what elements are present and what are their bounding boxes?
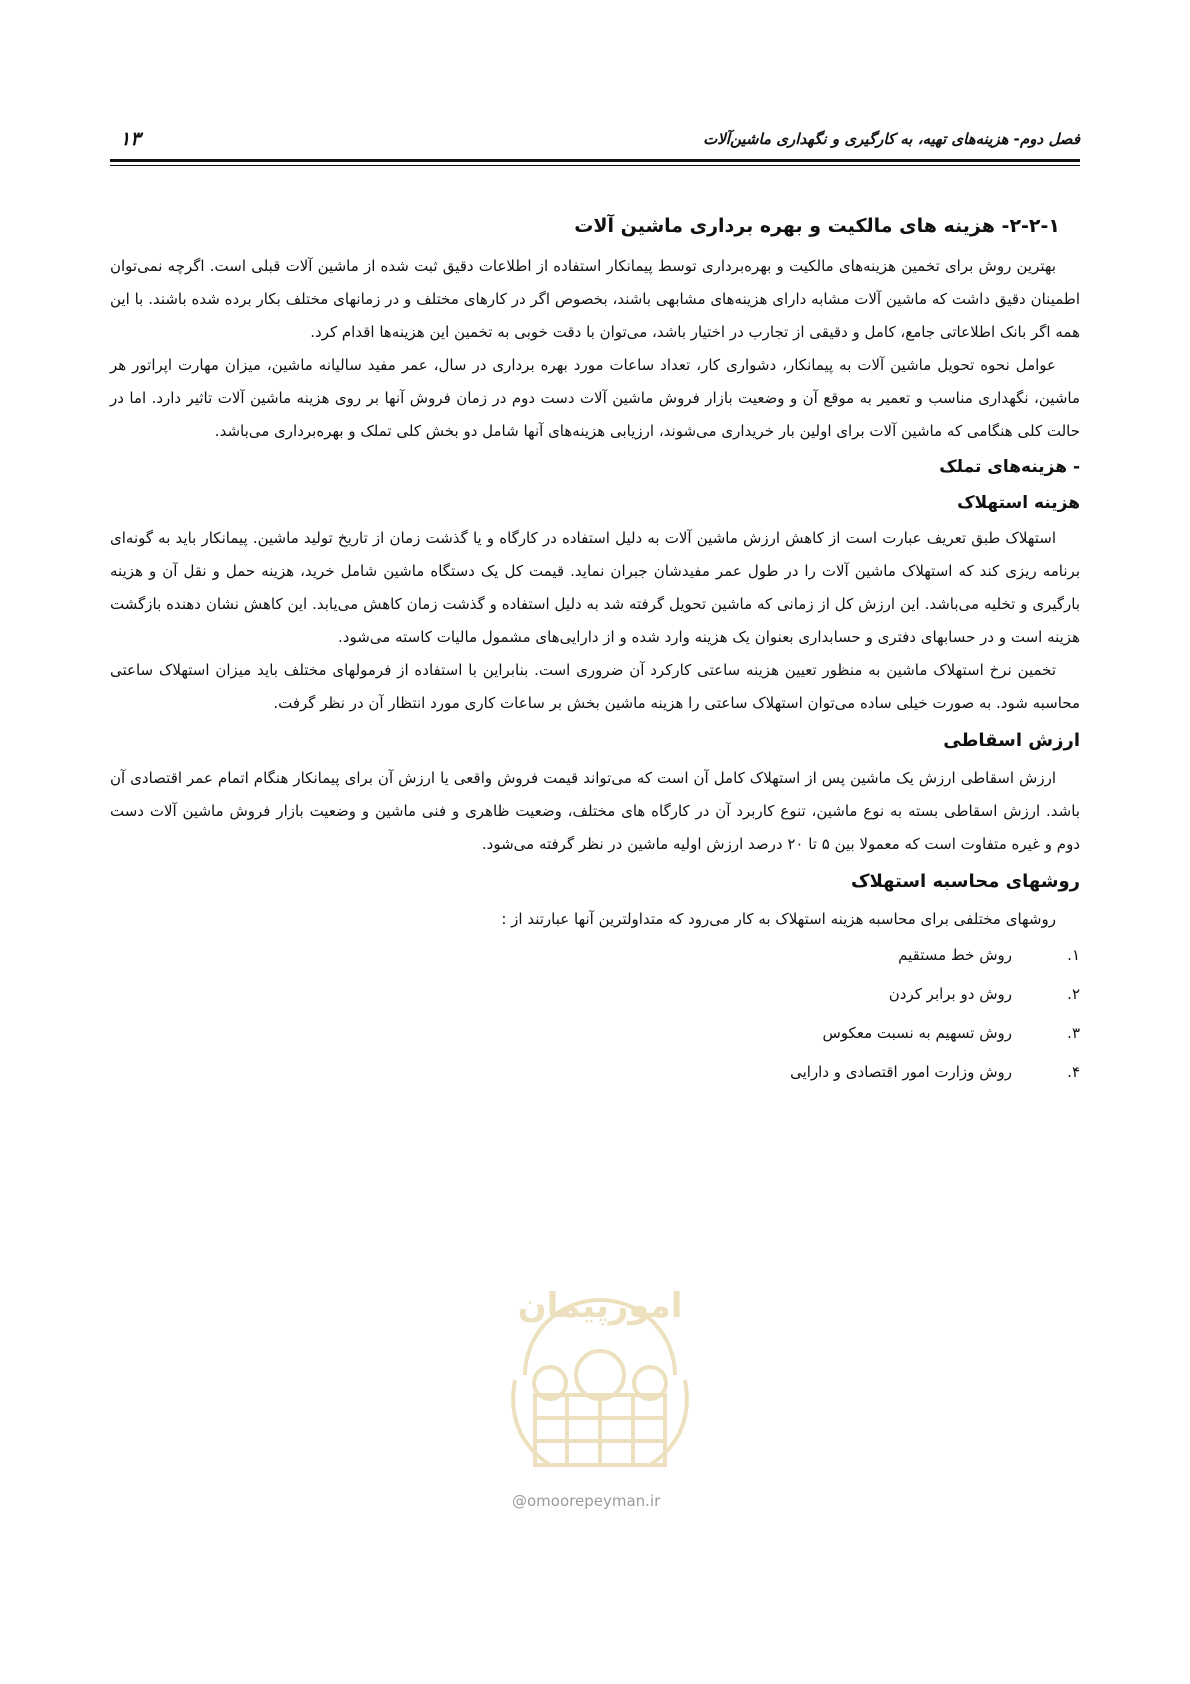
list-item [110,975,1080,1014]
heading-salvage-value: ارزش اسقاطی [943,730,1080,751]
paragraph-salvage-value: ارزش اسقاطی ارزش یک ماشین پس از استهلاک کامل آن است که می‌تواند قیمت فروش واقعی یا ارزش آن برای پیمانکار هنگام اتمام عمر اقتصادی آن باشد. ارزش اسقاطی بسته به نوع ماشین، تنوع کاربرد آن در کارگاه های مختلف، وضعیت ظاهری و فنی ماشین و وضعیت بازار فروش ماشین آلات دست دوم و غیره متفاوت است که معمولا بین ۵ تا ۲۰ درصد ارزش اولیه ماشین در نظر گرفته می‌شود. [110,769,1080,853]
paragraph-intro: بهترین روش برای تخمین هزینه‌های مالکیت و بهره‌برداری توسط پیمانکار استفاده از اطلاعات دقیق ثبت شده از ماشین آلات قبلی است. اگرچه نمی‌توان اطمینان دقیق داشت که ماشین آلات مشابه دارای هزینه‌های مشابهی باشند، بخصوص اگر در کارهای مختلف و در زمانهای مختلف بکار برده شده باشند. با این همه اگر بانک اطلاعاتی جامع، کامل و دقیقی از تجارب در اختیار باشد، می‌توان با دقت خوبی به تخمین این هزینه‌ها اقدام کرد. [110,257,1080,341]
page-number: ۱۳ [120,128,141,150]
watermark-site: @omoorepeyman.ir [512,1492,661,1510]
depreciation-methods-list [110,936,1080,1092]
header-rule-thick [110,159,1080,162]
paragraph-depreciation-definition: استهلاک طبق تعریف عبارت است از کاهش ارزش ماشین آلات به دلیل استفاده در کارگاه و یا گذشت زمان از تاریخ تولید ماشین. پیمانکار باید به گونه‌ای برنامه ریزی کند که استهلاک ماشین آلات را در طول عمر مفیدشان جبران نماید. قیمت کل یک دستگاه ماشین شامل خرید، هزینه حمل و نقل آن و هزینه بارگیری و تخلیه می‌باشد. این ارزش کل از زمانی که ماشین تحویل گرفته شد به دلیل استفاده و گذشت زمان کاهش می‌یابد. این کاهش نشان دهنده بازگشت هزینه است و در حسابهای دفتری و حسابداری بعنوان یک هزینه وارد شده و از دارایی‌های مشمول مالیات کاسته می‌شود. [110,529,1080,646]
list-item [110,1014,1080,1053]
list-item-label: روش دو برابر کردن [888,985,1012,1003]
heading-depreciation-methods: روشهای محاسبه استهلاک [851,871,1080,892]
list-item [110,936,1080,975]
section-heading: ۲-۲-۱- هزینه های مالکیت و بهره برداری ماشین آلات [574,215,1060,237]
list-item-number: ۳. [1067,1024,1080,1042]
paragraph-depreciation-rate: تخمین نرخ استهلاک ماشین به منظور تعیین هزینه ساعتی کارکرد آن ضروری است. بنابراین با استفاده از فرمولهای مختلف باید میزان استهلاک ساعتی محاسبه شود. به صورت خیلی ساده می‌توان استهلاک ساعتی را هزینه ماشین بخش بر ساعات کاری مورد انتظار آن در نظر گرفت. [110,661,1080,712]
list-item-number: ۱. [1067,946,1080,964]
heading-ownership-costs: - هزینه‌های تملک [939,457,1080,477]
header-rule-thin [110,165,1080,166]
paragraph-methods-intro: روشهای مختلفی برای محاسبه هزینه استهلاک به کار می‌رود که متداولترین آنها عبارتند از : [501,910,1056,928]
page-header [110,128,1080,156]
watermark-logo [495,1255,705,1485]
list-item-label: روش تسهیم به نسبت معکوس [822,1024,1012,1042]
watermark-logo-text: امورپیمان [517,1286,683,1326]
list-item-label: روش خط مستقیم [898,946,1012,964]
heading-depreciation-cost: هزینه استهلاک [957,493,1080,513]
chapter-title: فصل دوم- هزینه‌های تهیه، به کارگیری و نگهداری ماشین‌آلات [703,130,1080,148]
paragraph-factors: عوامل نحوه تحویل ماشین آلات به پیمانکار، دشواری کار، تعداد ساعات مورد بهره برداری در سال، عمر مفید سالیانه ماشین، میزان مهارت اپراتور هر ماشین، نگهداری مناسب و تعمیر به موقع آن و وضعیت بازار فروش ماشین آلات دست دوم در زمان فروش آنها بر روی هزینه ماشین آلات تاثیر دارد. اما در حالت کلی هنگامی که ماشین آلات برای اولین بار خریداری می‌شوند، ارزیابی هزینه‌های آنها شامل دو بخش کلی تملک و بهره‌برداری می‌باشد. [110,356,1080,440]
list-item [110,1053,1080,1092]
list-item-number: ۲. [1067,985,1080,1003]
list-item-number: ۴. [1067,1063,1080,1081]
list-item-label: روش وزارت امور اقتصادی و دارایی [790,1063,1012,1081]
page-body [110,210,1080,1092]
